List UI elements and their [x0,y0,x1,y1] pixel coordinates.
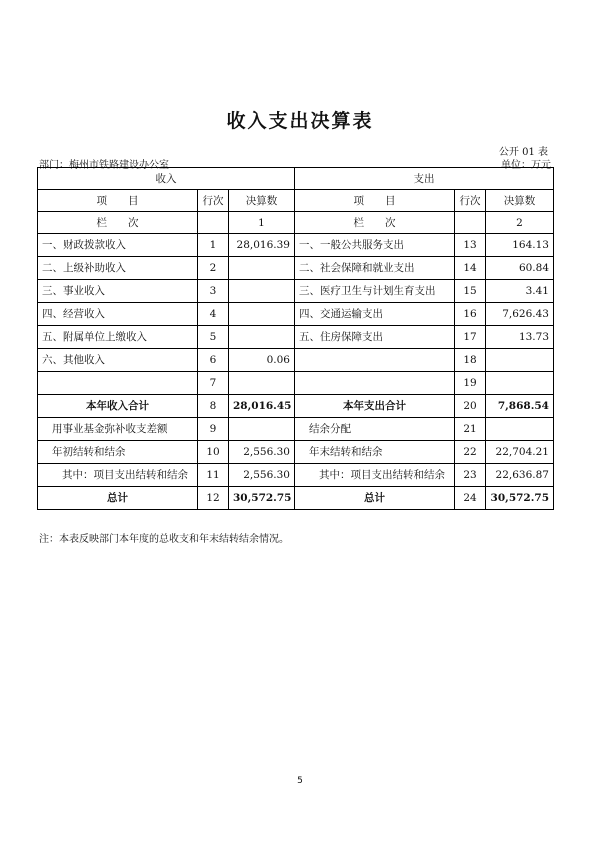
income-lanci-label: 栏 次 [38,212,198,234]
expense-section-header: 支出 [295,168,554,190]
expense-item-cell [295,349,455,372]
income-item-cell: 三、事业收入 [38,280,198,303]
expense-item-cell: 四、交通运输支出 [295,303,455,326]
expense-line-cell: 15 [455,280,486,303]
table-row [38,234,554,257]
expense-line-cell: 13 [455,234,486,257]
column-number-row [38,212,554,234]
income-item-cell: 年初结转和结余 [38,441,198,464]
expense-amount-cell: 60.84 [486,257,554,280]
expense-amount-cell: 3.41 [486,280,554,303]
income-item-cell: 一、财政拨款收入 [38,234,198,257]
income-amount-header: 决算数 [229,190,295,212]
expense-column-number: 2 [486,212,554,234]
expense-amount-header: 决算数 [486,190,554,212]
income-amount-cell: 30,572.75 [229,487,295,510]
expense-item-cell: 年末结转和结余 [295,441,455,464]
income-line-header: 行次 [198,190,229,212]
income-section-header: 收入 [38,168,295,190]
expense-amount-cell [486,418,554,441]
expense-item-cell: 总计 [295,487,455,510]
table-row [38,349,554,372]
expense-item-header: 项 目 [295,190,455,212]
table-row [38,487,554,510]
expense-item-cell: 其中：项目支出结转和结余 [295,464,455,487]
income-item-cell: 用事业基金弥补收支差额 [38,418,198,441]
income-amount-cell [229,257,295,280]
income-amount-cell: 28,016.39 [229,234,295,257]
expense-amount-cell: 164.13 [486,234,554,257]
income-amount-cell [229,303,295,326]
income-amount-cell [229,418,295,441]
income-item-cell: 总计 [38,487,198,510]
section-header-row [38,168,554,190]
expense-lanci-label: 栏 次 [295,212,455,234]
expense-amount-cell: 22,704.21 [486,441,554,464]
expense-item-cell: 二、社会保障和就业支出 [295,257,455,280]
income-amount-cell: 2,556.30 [229,441,295,464]
table-row [38,303,554,326]
expense-line-cell: 14 [455,257,486,280]
income-amount-cell: 0.06 [229,349,295,372]
expense-amount-cell: 7,868.54 [486,395,554,418]
income-amount-cell [229,326,295,349]
expense-item-cell: 本年支出合计 [295,395,455,418]
income-amount-cell: 2,556.30 [229,464,295,487]
footnote: 注：本表反映部门本年度的总收支和年末结转结余情况。 [39,534,289,545]
expense-amount-cell: 13.73 [486,326,554,349]
income-line-cell: 10 [198,441,229,464]
table-row [38,441,554,464]
income-lanci-line [198,212,229,234]
income-item-cell: 二、上级补助收入 [38,257,198,280]
expense-amount-cell [486,372,554,395]
table-row [38,372,554,395]
income-item-cell: 五、附属单位上缴收入 [38,326,198,349]
expense-line-cell: 19 [455,372,486,395]
income-line-cell: 3 [198,280,229,303]
expense-lanci-line [455,212,486,234]
table-row [38,280,554,303]
table-row [38,418,554,441]
expense-item-cell: 三、医疗卫生与计划生育支出 [295,280,455,303]
expense-amount-cell: 30,572.75 [486,487,554,510]
expense-item-cell: 五、住房保障支出 [295,326,455,349]
income-item-cell: 四、经营收入 [38,303,198,326]
income-line-cell: 5 [198,326,229,349]
income-line-cell: 2 [198,257,229,280]
form-number: 公开 01 表 [498,147,548,158]
expense-line-cell: 23 [455,464,486,487]
expense-line-cell: 22 [455,441,486,464]
income-item-cell: 其中：项目支出结转和结余 [38,464,198,487]
expense-item-cell: 一、一般公共服务支出 [295,234,455,257]
expense-line-cell: 17 [455,326,486,349]
expense-item-cell: 结余分配 [295,418,455,441]
expense-line-cell: 18 [455,349,486,372]
table-row [38,464,554,487]
expense-line-cell: 20 [455,395,486,418]
income-line-cell: 6 [198,349,229,372]
expense-line-cell: 21 [455,418,486,441]
income-line-cell: 8 [198,395,229,418]
income-item-cell: 六、其他收入 [38,349,198,372]
income-column-number: 1 [229,212,295,234]
income-amount-cell [229,372,295,395]
column-header-row [38,190,554,212]
income-line-cell: 11 [198,464,229,487]
income-item-header: 项 目 [38,190,198,212]
expense-amount-cell: 22,636.87 [486,464,554,487]
income-line-cell: 7 [198,372,229,395]
income-line-cell: 4 [198,303,229,326]
page-number: 5 [297,776,303,786]
expense-item-cell [295,372,455,395]
income-line-cell: 1 [198,234,229,257]
expense-amount-cell [486,349,554,372]
income-expense-table [37,167,554,510]
expense-line-cell: 24 [455,487,486,510]
table-row [38,395,554,418]
unit-label: 单位：万元 [501,160,551,171]
expense-line-cell: 16 [455,303,486,326]
income-line-cell: 9 [198,418,229,441]
expense-amount-cell: 7,626.43 [486,303,554,326]
income-line-cell: 12 [198,487,229,510]
income-item-cell: 本年收入合计 [38,395,198,418]
income-amount-cell [229,280,295,303]
table-row [38,326,554,349]
page-title: 收入支出决算表 [226,110,374,132]
department-label: 部门：梅州市铁路建设办公室 [39,160,169,171]
income-amount-cell: 28,016.45 [229,395,295,418]
table-row [38,257,554,280]
expense-line-header: 行次 [455,190,486,212]
income-item-cell [38,372,198,395]
